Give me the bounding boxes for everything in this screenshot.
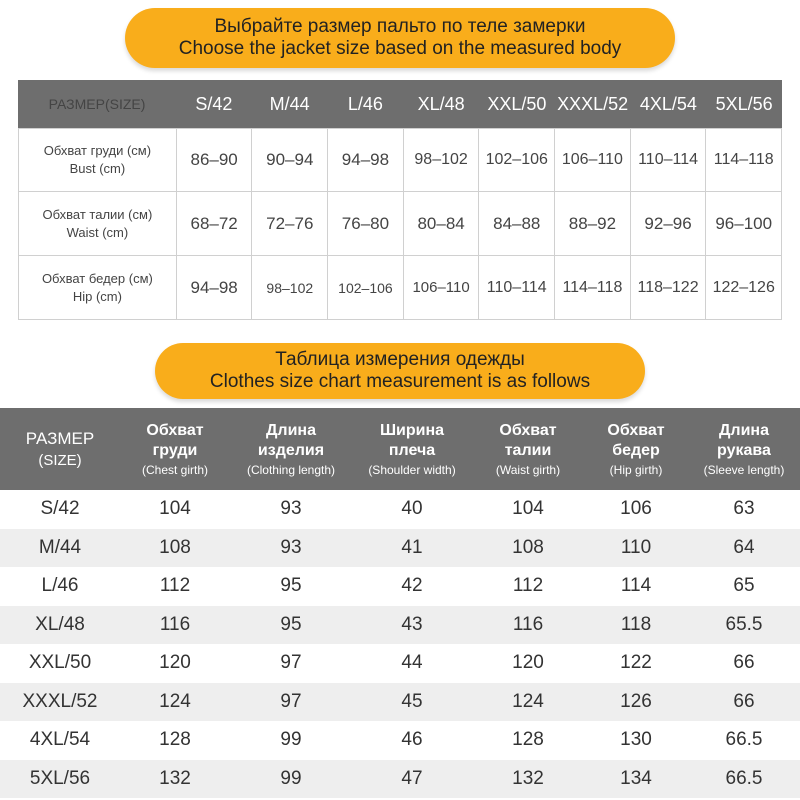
table-cell: 104 [159, 498, 191, 520]
header-en: (Sleeve length) [703, 462, 785, 477]
size-cell: 4XL/54 [29, 729, 91, 751]
body-table-header [18, 80, 782, 128]
row-label [19, 256, 177, 319]
size-header: M/44 [269, 93, 310, 114]
header-ru: РАЗМЕР [25, 429, 95, 448]
table-cell: 97 [280, 652, 302, 674]
table-cell: 98–102 [404, 129, 480, 191]
table-cell: 120 [512, 652, 544, 674]
size-header: 5XL/56 [715, 93, 773, 114]
table-row [0, 490, 800, 529]
table-cell: 42 [401, 575, 423, 597]
column-header-size [0, 408, 120, 490]
table-cell: 124 [512, 690, 544, 712]
table-cell: 102–106 [479, 129, 555, 191]
table-cell: 102–106 [328, 256, 404, 319]
table-cell: 122 [620, 652, 652, 674]
table-cell: 118–122 [631, 256, 707, 319]
table-cell: 112 [159, 575, 191, 597]
table-row [0, 760, 800, 799]
size-cell: M/44 [38, 536, 82, 558]
row-label-ru: Обхват бедер (см) [41, 270, 153, 286]
clothes-measurement-table [0, 408, 800, 798]
column-header-waist [472, 408, 584, 490]
table-cell: 66.5 [725, 729, 763, 751]
table-cell: 114–118 [555, 256, 631, 319]
size-cell: XXXL/52 [22, 690, 98, 712]
header-ru: Обхват груди [146, 421, 204, 459]
size-cell: 5XL/56 [29, 767, 91, 789]
table-cell: 108 [159, 536, 191, 558]
jacket-size-banner [125, 8, 675, 68]
size-header: XXXL/52 [557, 93, 629, 114]
header-en: (Clothing length) [246, 462, 336, 477]
table-cell: 65.5 [725, 613, 763, 635]
size-header: L/46 [347, 93, 383, 114]
table-cell: 124 [159, 690, 191, 712]
table-cell: 65 [733, 575, 755, 597]
table-cell: 104 [512, 498, 544, 520]
table-row [0, 683, 800, 722]
table-cell: 128 [512, 729, 544, 751]
table-cell: 128 [159, 729, 191, 751]
header-ru: Обхват талии [499, 421, 557, 459]
table-cell: 132 [512, 767, 544, 789]
table-cell: 94–98 [328, 129, 404, 191]
table-cell: 98–102 [252, 256, 328, 319]
table-cell: 95 [280, 613, 302, 635]
table-cell: 64 [733, 536, 755, 558]
table-cell: 99 [280, 729, 302, 751]
size-header: 4XL/54 [639, 93, 697, 114]
table-cell: 106 [620, 498, 652, 520]
clothes-table-header [0, 408, 800, 490]
table-cell: 106–110 [555, 129, 631, 191]
size-cell: L/46 [41, 575, 79, 597]
header-ru: Ширина плеча [379, 421, 445, 459]
hip-row [18, 256, 782, 320]
banner-title-en: Clothes size chart measurement is as follows [209, 371, 591, 392]
table-cell: 86–90 [177, 129, 253, 191]
column-header-shoulder [352, 408, 472, 490]
table-cell: 118 [620, 613, 652, 635]
table-cell: 94–98 [177, 256, 253, 319]
banner-title-en: Choose the jacket size based on the measured body [178, 38, 622, 59]
table-cell: 120 [159, 652, 191, 674]
table-cell: 46 [401, 729, 423, 751]
table-cell: 44 [401, 652, 423, 674]
table-cell: 116 [159, 613, 191, 635]
table-cell: 96–100 [706, 192, 782, 255]
size-header: XL/48 [417, 93, 465, 114]
column-header-sleeve [688, 408, 800, 490]
column-header-hip [584, 408, 688, 490]
table-cell: 84–88 [479, 192, 555, 255]
bust-row [18, 128, 782, 192]
table-cell: 90–94 [252, 129, 328, 191]
table-cell: 126 [620, 690, 652, 712]
row-label-en: Waist (cm) [66, 224, 129, 240]
table-cell: 41 [401, 536, 423, 558]
table-cell: 130 [620, 729, 652, 751]
row-label [19, 129, 177, 191]
table-cell: 110 [620, 536, 652, 558]
table-cell: 99 [280, 767, 302, 789]
table-cell: 110–114 [479, 256, 555, 319]
header-en: (Shoulder width) [368, 462, 456, 477]
body-measurement-table [18, 80, 782, 320]
clothes-chart-banner [155, 343, 645, 399]
table-cell: 108 [512, 536, 544, 558]
header-ru: Длина рукава [717, 421, 771, 459]
table-cell: 97 [280, 690, 302, 712]
table-cell: 66.5 [725, 767, 763, 789]
table-row [0, 606, 800, 645]
table-cell: 106–110 [404, 256, 480, 319]
table-cell: 66 [733, 690, 755, 712]
table-cell: 63 [733, 498, 755, 520]
table-cell: 47 [401, 767, 423, 789]
row-label-en: Hip (cm) [72, 288, 122, 304]
header-en: (Hip girth) [609, 462, 663, 477]
column-header-length [230, 408, 352, 490]
table-cell: 66 [733, 652, 755, 674]
header-en: (Waist girth) [495, 462, 561, 477]
table-cell: 40 [401, 498, 423, 520]
table-cell: 68–72 [177, 192, 253, 255]
table-row [0, 529, 800, 568]
header-ru: Длина изделия [257, 421, 325, 459]
row-label-ru: Обхват талии (см) [42, 206, 153, 222]
size-cell: S/42 [40, 498, 80, 520]
table-cell: 92–96 [631, 192, 707, 255]
column-header-chest [120, 408, 230, 490]
header-en: (Chest girth) [141, 462, 209, 477]
table-cell: 95 [280, 575, 302, 597]
table-cell: 80–84 [404, 192, 480, 255]
size-cell: XL/48 [35, 613, 85, 635]
table-cell: 93 [280, 498, 302, 520]
row-label [19, 192, 177, 255]
table-cell: 114–118 [706, 129, 782, 191]
table-cell: 43 [401, 613, 423, 635]
table-cell: 114 [620, 575, 652, 597]
header-ru: Обхват бедер [607, 421, 665, 459]
table-cell: 45 [401, 690, 423, 712]
table-cell: 132 [159, 767, 191, 789]
table-cell: 110–114 [631, 129, 707, 191]
clothes-table-body [0, 490, 800, 798]
waist-row [18, 192, 782, 256]
size-header: XXL/50 [487, 93, 547, 114]
banner-title-ru: Таблица измерения одежды [275, 349, 525, 370]
size-header: S/42 [195, 93, 233, 114]
header-en: (SIZE) [38, 452, 82, 469]
size-cell: XXL/50 [28, 652, 92, 674]
table-cell: 116 [512, 613, 544, 635]
table-row [0, 567, 800, 606]
table-cell: 134 [620, 767, 652, 789]
table-cell: 72–76 [252, 192, 328, 255]
banner-title-ru: Выбрайте размер пальто по теле замерки [214, 16, 586, 37]
row-label-ru: Обхват груди (см) [43, 143, 152, 158]
row-label-en: Bust (cm) [69, 161, 126, 176]
table-cell: 93 [280, 536, 302, 558]
size-header-label: РАЗМЕР(SIZE) [48, 96, 146, 112]
table-cell: 122–126 [706, 256, 782, 319]
table-row [0, 721, 800, 760]
table-cell: 112 [512, 575, 544, 597]
table-cell: 76–80 [328, 192, 404, 255]
table-cell: 88–92 [555, 192, 631, 255]
table-row [0, 644, 800, 683]
